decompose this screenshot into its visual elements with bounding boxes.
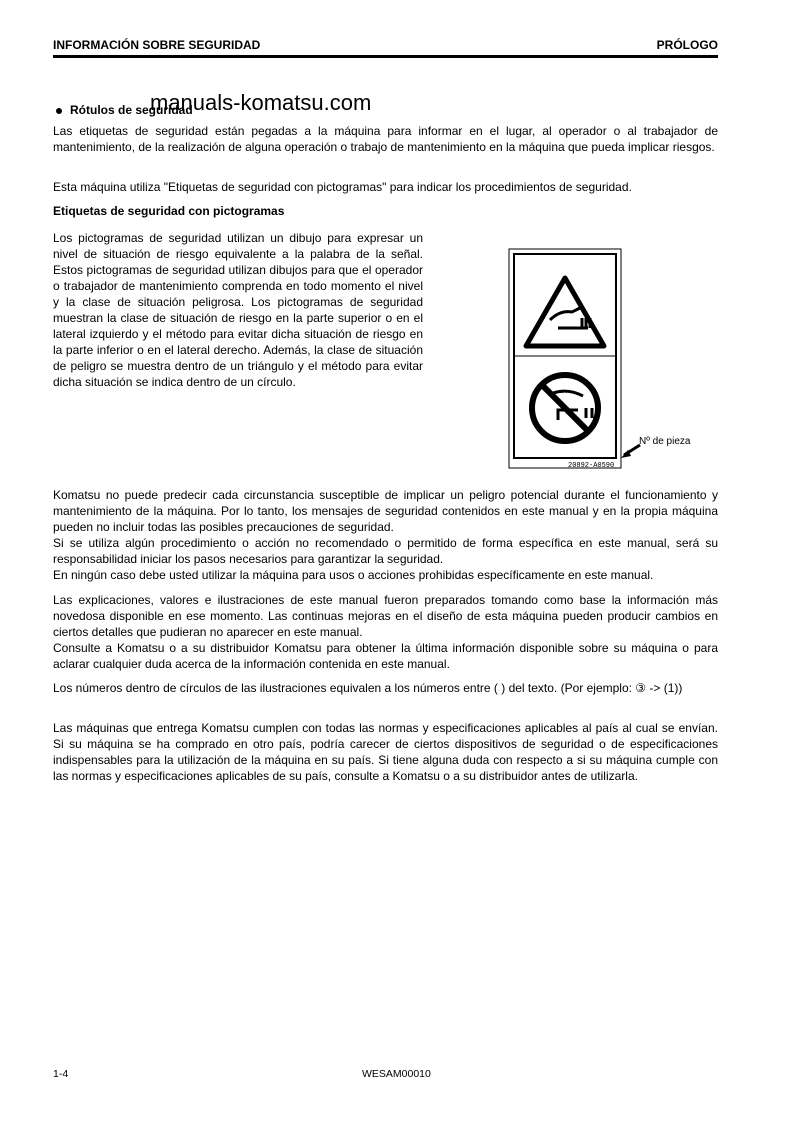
- warning-triangle-icon: [526, 278, 604, 346]
- part-number-label: Nº de pieza: [639, 436, 691, 447]
- paragraph-circled-numbers: Los números dentro de círculos de las ilustraciones equivalen a los números entre ( ) del texto. (Por ejemplo: ③ -> (1)): [53, 681, 683, 695]
- safety-label-figure: [508, 248, 711, 470]
- doc-code: WESAM00010: [362, 1068, 431, 1080]
- paragraph-komatsu-1: Komatsu no puede predecir cada circunstancia susceptible de implicar un peligro potencial durante el funcionamiento y mantenimiento de la máquina. Por lo tanto, los mensajes de seguridad contenidos en este manual y en la propia máquina pueden no incluir todas las posibles precauciones de seguridad.: [53, 488, 718, 534]
- prohibition-circle-icon: [532, 375, 598, 441]
- paragraph-pictograms: Esta máquina utiliza "Etiquetas de seguridad con pictogramas" para indicar los procedimientos de seguridad.: [53, 180, 632, 194]
- bullet-icon: [56, 108, 62, 114]
- paragraph-pictogram-desc: Los pictogramas de seguridad utilizan un dibujo para expresar un nivel de situación de riesgo equivalente a la palabra de la señal. Estos pictogramas de seguridad utilizan dibujos para que el operador o trabajador de mantenimiento comprenda en todo momento el nivel y la clase de situación peligrosa. Los pictogramas de seguridad muestran la clase de situación de riesgo en la parte superior o en el lateral izquierdo y el método para evitar dicha situación de riesgo en la parte inferior o en el lateral derecho. Además, la clase de situación de peligro se muestra dentro de un triángulo y el método para evitar dicha situación se indica dentro de un círculo.: [53, 231, 423, 389]
- paragraph-explanations-1: Las explicaciones, valores e ilustraciones de este manual fueron preparados tomando como base la información más novedosa disponible en ese momento. Las continuas mejoras en el diseño de esta máquina pueden producir cambios en ciertos detalles que pudieran no aparecer en este manual.: [53, 593, 718, 639]
- page-header: [53, 38, 718, 52]
- part-code: 20892-A0590: [568, 462, 615, 470]
- paragraph-intro: Las etiquetas de seguridad están pegadas a la máquina para informar en el lugar, al operador o al trabajador de mantenimiento, de la realización de alguna operación o trabajo de mantenimiento en la máquina que pueda implicar riesgos.: [53, 124, 718, 154]
- header-rule: [53, 55, 718, 58]
- chapter-title: PRÓLOGO: [656, 38, 718, 52]
- subheading: Etiquetas de seguridad con pictogramas: [53, 204, 285, 218]
- paragraph-explanations-2: Consulte a Komatsu o a su distribuidor Komatsu para obtener la última información disponible sobre su máquina o para aclarar cualquier duda acerca de la información contenida en este manual.: [53, 641, 718, 671]
- paragraph-compliance: Las máquinas que entrega Komatsu cumplen con todas las normas y especificaciones aplicables al país al cual se envían. Si su máquina se ha comprado en otro país, podría carecer de ciertos dispositivos de seguridad o de especificaciones indispensables para la utilización de la máquina en su país. Si tiene alguna duda con respecto a si su máquina cumple con las normas y especificaciones aplicables de su país, consulte a Komatsu o a su distribuidor antes de utilizarla.: [53, 721, 718, 783]
- paragraph-komatsu-2: Si se utiliza algún procedimiento o acción no recomendado o permitido de forma específica en este manual, será su responsabilidad iniciar los pasos necesarios para garantizar la seguridad.: [53, 536, 718, 566]
- paragraph-komatsu-3: En ningún caso debe usted utilizar la máquina para usos o acciones prohibidas específicamente en este manual.: [53, 568, 654, 582]
- watermark: manuals-komatsu.com: [150, 90, 372, 115]
- section-title: INFORMACIÓN SOBRE SEGURIDAD: [53, 38, 261, 52]
- bullet-heading-text: Rótulos de seguridad: [70, 103, 193, 117]
- page-number: 1-4: [53, 1068, 69, 1080]
